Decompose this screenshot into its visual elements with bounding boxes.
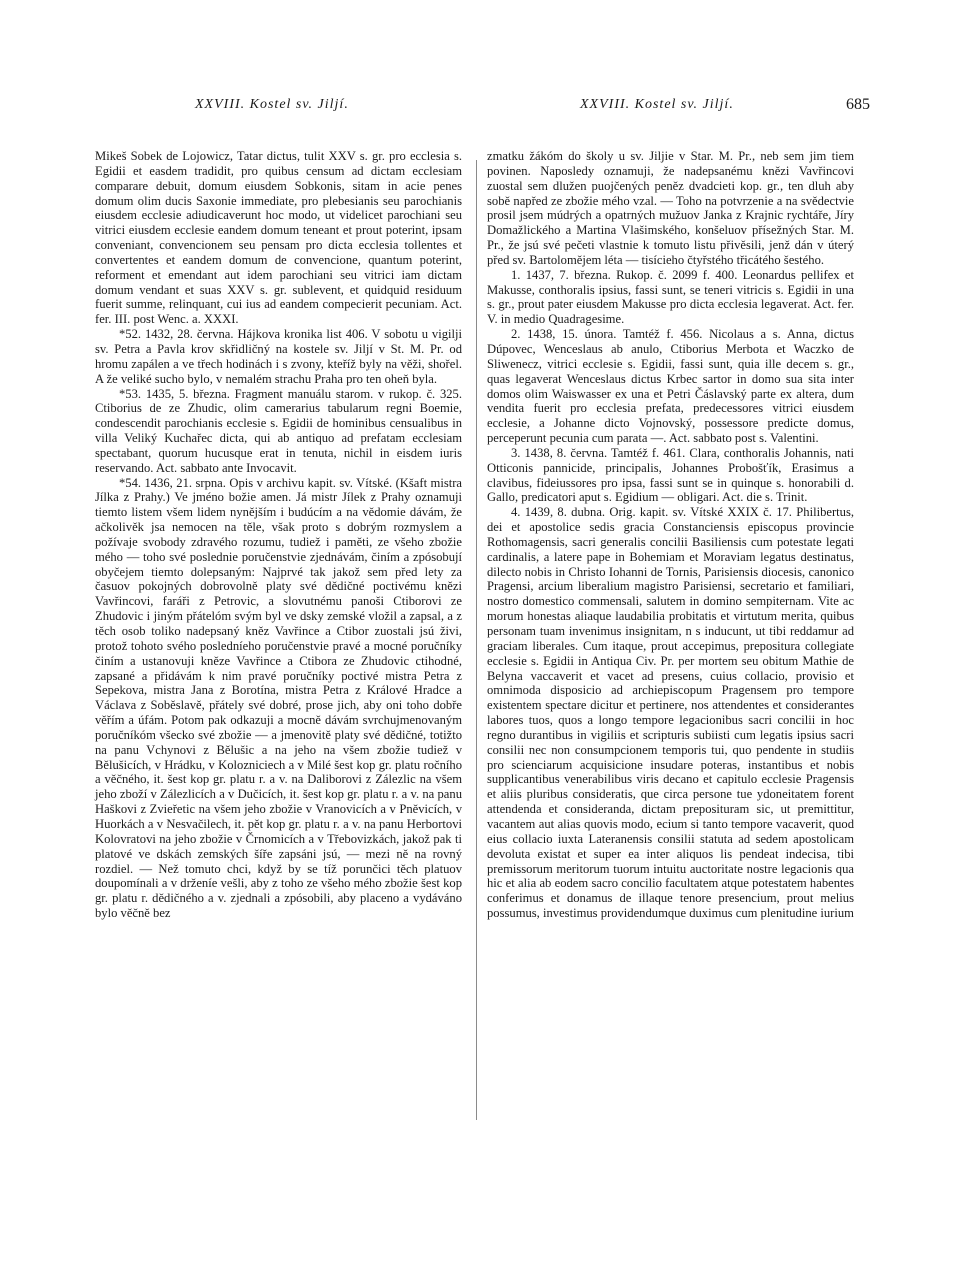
paragraph: 4. 1439, 8. dubna. Orig. kapit. sv. Vítské XXIX č. 17. Philibertus, dei et apostolice sedis gracia Constanciensis episcopus provincie Rothomagensis, sacri generalis concilii Basiliensis cum potestate legati cardinalis, a latere pape in Bohemiam et Moraviam legatus destinatus, dilecto nobis in Christo Iohanni de Tornis, Parisiensis diocesis, canonico Pragensi, arcium liberalium magistro Parisiensi, secretario et familiari, nostro domestico commensali, salutem in domino sempiternam. Vite ac morum honestas aliaque laudabilia probitatis et virtutum merita, quibus personam tuam invenimus insignitam, n s inducunt, ut tibi reddamur ad graciam liberales. Cum itaque, prout accepimus, prepositura collegiate ecclesie s. Egidii in Antiqua Civ. Pr. per mortem seu obitum Mathie de Belyna vaccaverit et vacet ad presens, cuius collacio, provisio et omnimoda disposicio ad archiepiscopum Pragensem pro tempore existentem spectare dicitur et pertinere, nos attendentes et considerantes labores tuos, quos a longo tempore legacionibus sacri concilii in hoc regno durantibus in vigiliis et scripturis subiisti cum legatis ipsius sacri consilii nec non consumpcionem temporis tui, quo pendente in studiis pro scienciarum acquisicione insudare poteras, instantibus et nobis supplicantibus venerabilibus viris decano et capitulo ecclesie Pragensis et aliis pluribus consideratis, que circa persone tue ydoneitatem forent attendenda et consideranda, dictam preposituram sic, ut premittitur, vacantem aut alias quovis modo, ecium si tanto tempore vacaverit, quod eius collacio iuxta Lateranensis consilii statuta ad sedem apostolicam devoluta existat et super ea inter aliquos lis pendeat indecisa, tibi premissorum meritorum tuorum intuitu auctoritate nostre legacionis qua hic et alia ab eodem sacro concilio facultatem atque potestatem habentes conferimus et donamus de illaque tenore presencium, prout melius possumus, investimus providendumque duximus cum plenitudine iurium [487, 505, 854, 921]
paragraph: Mikeš Sobek de Lojowicz, Tatar dictus, tulit XXV s. gr. pro ecclesia s. Egidii et easdem tradidit, pro quibus censum ad dictam ecclesiam comparare debuit, domum eiusdem Sobkonis, sitam in acie penes domum olim ducis Saxonie immediate, pro plebesianis seu parochianis eiusdem ecclesie adiudicaverunt hoc modo, ut videlicet parochiani seu vitrici eiusdem ecclesie eandem domum teneant et prout poterint, ipsam conveniant, convencionem seu pensam pro dicta ecclesia tollentes et convertentes et eandem domum de convencione, quantum poterint, reforment et emendant aut idem parochiani seu vitrici iam dictam domum vendant et suas XXV s. gr. sublevent, et quidquid residuum fuerit summe, relinquant, cui ius ad eandem compecierit pecuniam. Act. fer. III. post Wenc. a. XXXI. [95, 149, 462, 327]
paragraph: *53. 1435, 5. března. Fragment manuálu starom. v rukop. č. 325. Ctiborius de ze Zhudic, olim camerarius tabularum regni Boemie, condescendit parochianis ecclesie s. Egidii de hominibus censualibus in villa Veliký Kuchařec dicta, qui ab antiquo ad prefatam ecclesiam spectabant, quorum hucusque erat in tenuta, nichil in eisdem iuris reservando. Act. sabbato ante Invocavit. [95, 386, 462, 475]
paragraph: zmatku žákóm do školy u sv. Jiljie v Star. M. Pr., neb sem jim tiem povinen. Naposledy oznamuji, že nadepsanému knězi Vavřincovi zuostal sem dlužen puojčených peněz dvadcieti kop. gr., ten dluh aby sobě napřed ze zbožie mého vzal. — Toho na potvrzenie a na svědectvie prosil jsem múdrých a opatrných mužuov Janka z Krajnic rychtáře, Jíry Domažlického a Martina Vlašimského, konšeluov přísežných Star. M. Pr., že jsú své pečeti vlastnie k tomuto listu přivěsili, jenž dán v úterý před sv. Bartolomějem léta — tisícieho čtyřstého třicátého šestého. [487, 149, 854, 267]
paragraph: *54. 1436, 21. srpna. Opis v archivu kapit. sv. Vítské. (Kšaft mistra Jílka z Prahy.) Ve jméno božie amen. Já mistr Jílek z Prahy oznamuji tiemto listem všem lidem nynějším i budúcím a na vědomie dávám, že ačkolivěk jsa nemocen na těle, však proto s dobrým rozmyslem a požívaje svobody zdravého rozumu, tudiež i paměti, ze všeho zbožie mého — toho své poslednie poručenstvie zjednávám, činím a zpósobují obyčejem tiemto dolepsaným: Najprvé tak jakož sem před lety za časuov pokojných dobrovolně platy své dědičné poctivému knězi Vavřincovi, faráři z Petrovic, a slovutnému panoši Ctiborovi ze Zhudovic i jiným přátelóm svým byl ve dsky zemské vložil a zapsal, a z těch osob toliko nadepsaný kněz Vavřince a Ctibor zuostali jsú živi, protož tohoto svého posledníeho poručenstvie pravé a mocné poručníky činím a ustanovuji kněze Vavřince a Ctibora ze Zhudovic ctihodné, zapsané a přidávám k nim pravé poručníky poctivé mistra Petra z Sepekova, mistra Jana z Borotína, mistra Petra z Králové Hradce a Václava z Soběslavě, přátely své dobré, prose jich, aby oni toho dobře věřím a úfám. Potom pak odkazuji a mocně dávám svrchujmenovaným poručníkóm všecko své zbožie — a jmenovitě platy své dědičné, totižto na panu Vchynovi z Bělušic a na jeho na všem zbožie tudiež v Bělušicích, v Hrádku, v Kolozniciech a v Milé šest kop gr. platu ročního a věčného, it. šest kop gr. platu r. a v. na Daliborovi z Zálezlic na všem jeho zboží v Zálezlicích a v Dučicích, it. šest kop gr. platu r. a v. na panu Haškovi z Zvieřetic na všem jeho zbožie v Vranovicích a v Pněvicích, v Huorkách a v Nesvačilech, it. pět kop gr. platu r. a v. na panu Herbortovi Kolovratovi na jeho zbožie v Črnomicích a v Třebovizkách, jakož pak ti platové ve dskách zemských šíře zapsáni jsú, — mezi ně na rovný rozdiel. — Než tomuto chci, když by se tíž porunčici těch platuov doupomínali a v drženíe vešli, aby z toho ze všeho méhо zbožie šest kop gr. platu r. dědičného a v. zjednali a zpósobili, aby placeno a vydáváno bylo věčně bez [95, 475, 462, 921]
left-column [95, 149, 462, 921]
right-running-title: XXVIII. Kostel sv. Jiljí. [580, 97, 734, 112]
left-running-title: XXVIII. Kostel sv. Jiljí. [195, 97, 349, 112]
column-divider [476, 160, 477, 1120]
paragraph: 2. 1438, 15. února. Tamtéž f. 456. Nicolaus a s. Anna, dictus Dúpovec, Wenceslaus ab anulo, Ctiborius Merbota et Waczko de Sliwenecz, vitrici ecclesie s. Egidii, fassi sunt, quia ille decem s. gr., quas legaverat Wenceslaus dictus Krbec sartor in domo sua sita inter domos olim Waiswasser ex una et Petri Čáslavský parte ex altera, dum vendita fuerit pro ecclesia prefata, predecessores vitrici eiusdem ecclesie, a Johanne dicto Vojnovský, possessore predicte domus, perceperunt pecunia cum parata —. Act. sabbato post s. Valentini. [487, 327, 854, 446]
paragraph: 1. 1437, 7. března. Rukop. č. 2099 f. 400. Leonardus pellifex et Makusse, conthoralis ipsius, fassi sunt, se teneri vitricis s. Egidii in una s. gr., prout pater eiusdem Makusse pro dicta ecclesia legaverat. Act. fer. V. in medio Quadragesime. [487, 267, 854, 327]
paragraph: *52. 1432, 28. června. Hájkova kronika list 406. V sobotu u vigilji sv. Petra a Pavla krov skřidličný na kostele sv. Jiljí v St. M. Pr. od hromu zapálen a ve třech hodinách i s zvony, kteříž byly na věži, shořel. A že veliké sucho bylo, v nemalém strachu Praha pro ten oheň byla. [95, 327, 462, 386]
page-number: 685 [846, 96, 870, 113]
right-column [487, 149, 854, 921]
paragraph: 3. 1438, 8. června. Tamtéž f. 461. Clara, conthoralis Johannis, nati Otticonis pannicide, principalis, Johannes Probošťík, Erasimus a clavibus, fideiussores pro ipsa, fassi sunt se in quinque s. honorabili d. Gallo, predicatori aput s. Egidium — obligari. Act. die s. Trinit. [487, 445, 854, 505]
page-header [95, 97, 870, 119]
